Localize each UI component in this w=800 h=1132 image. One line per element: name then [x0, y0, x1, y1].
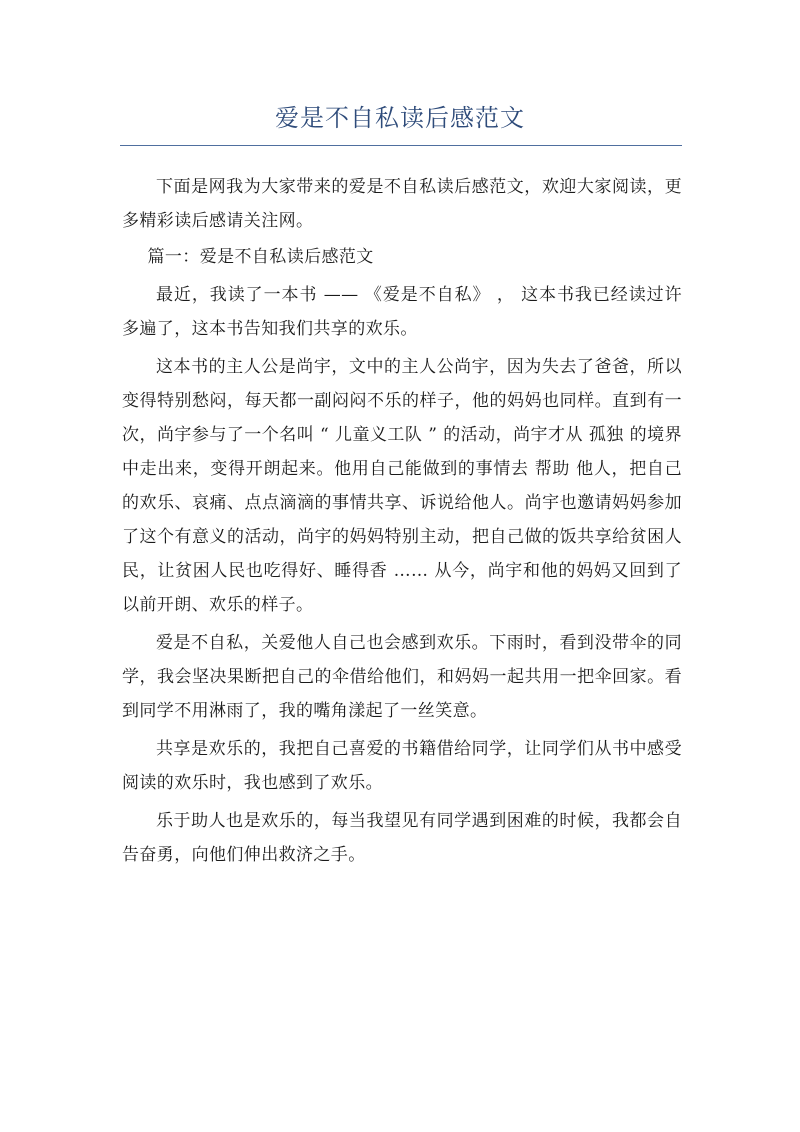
body-paragraph: 爱是不自私，关爱他人自己也会感到欢乐。下雨时，看到没带伞的同学，我会坚决果断把自己的伞借给他们，和妈妈一起共用一把伞回家。看到同学不用淋雨了，我的嘴角漾起了一丝笑意。 — [122, 633, 682, 721]
title-underline — [120, 145, 682, 146]
body-paragraph: 这本书的主人公是尚宇，文中的主人公尚宇，因为失去了爸爸，所以变得特别愁闷，每天都一副闷闷不乐的样子，他的妈妈也同样。直到有一次，尚宇参与了一个名叫 “ 儿童义工队 ” 的活动，尚宇才从 孤独 的境界中走出来，变得开朗起来。他用自己能做到的事情去 帮助 他人，把自己的欢乐、哀痛、点点滴滴的事情共享、诉说给他人。尚宇也邀请妈妈参加了这个有意义的活动，尚宇的妈妈特别主动，把自己做的饭共享给贫困人民，让贫困人民也吃得好、睡得香 …… 从今，尚宇和他的妈妈又回到了以前开朗、欢乐的样子。 — [122, 357, 682, 615]
body-paragraph: 共享是欢乐的，我把自己喜爱的书籍借给同学，让同学们从书中感受阅读的欢乐时，我也感到了欢乐。 — [122, 739, 682, 793]
document-body — [122, 170, 682, 872]
section-heading: 篇一：爱是不自私读后感范文 — [147, 247, 374, 267]
body-paragraph: 最近，我读了一本书 —— 《爱是不自私》 ， 这本书我已经读过许多遍了，这本书告知我们共享的欢乐。 — [122, 285, 682, 339]
body-paragraph: 乐于助人也是欢乐的，每当我望见有同学遇到困难的时候，我都会自告奋勇，向他们伸出救济之手。 — [122, 811, 682, 865]
document-title: 爱是不自私读后感范文 — [275, 104, 525, 132]
intro-paragraph: 下面是网我为大家带来的爱是不自私读后感范文，欢迎大家阅读，更多精彩读后感请关注网。 — [122, 177, 682, 231]
